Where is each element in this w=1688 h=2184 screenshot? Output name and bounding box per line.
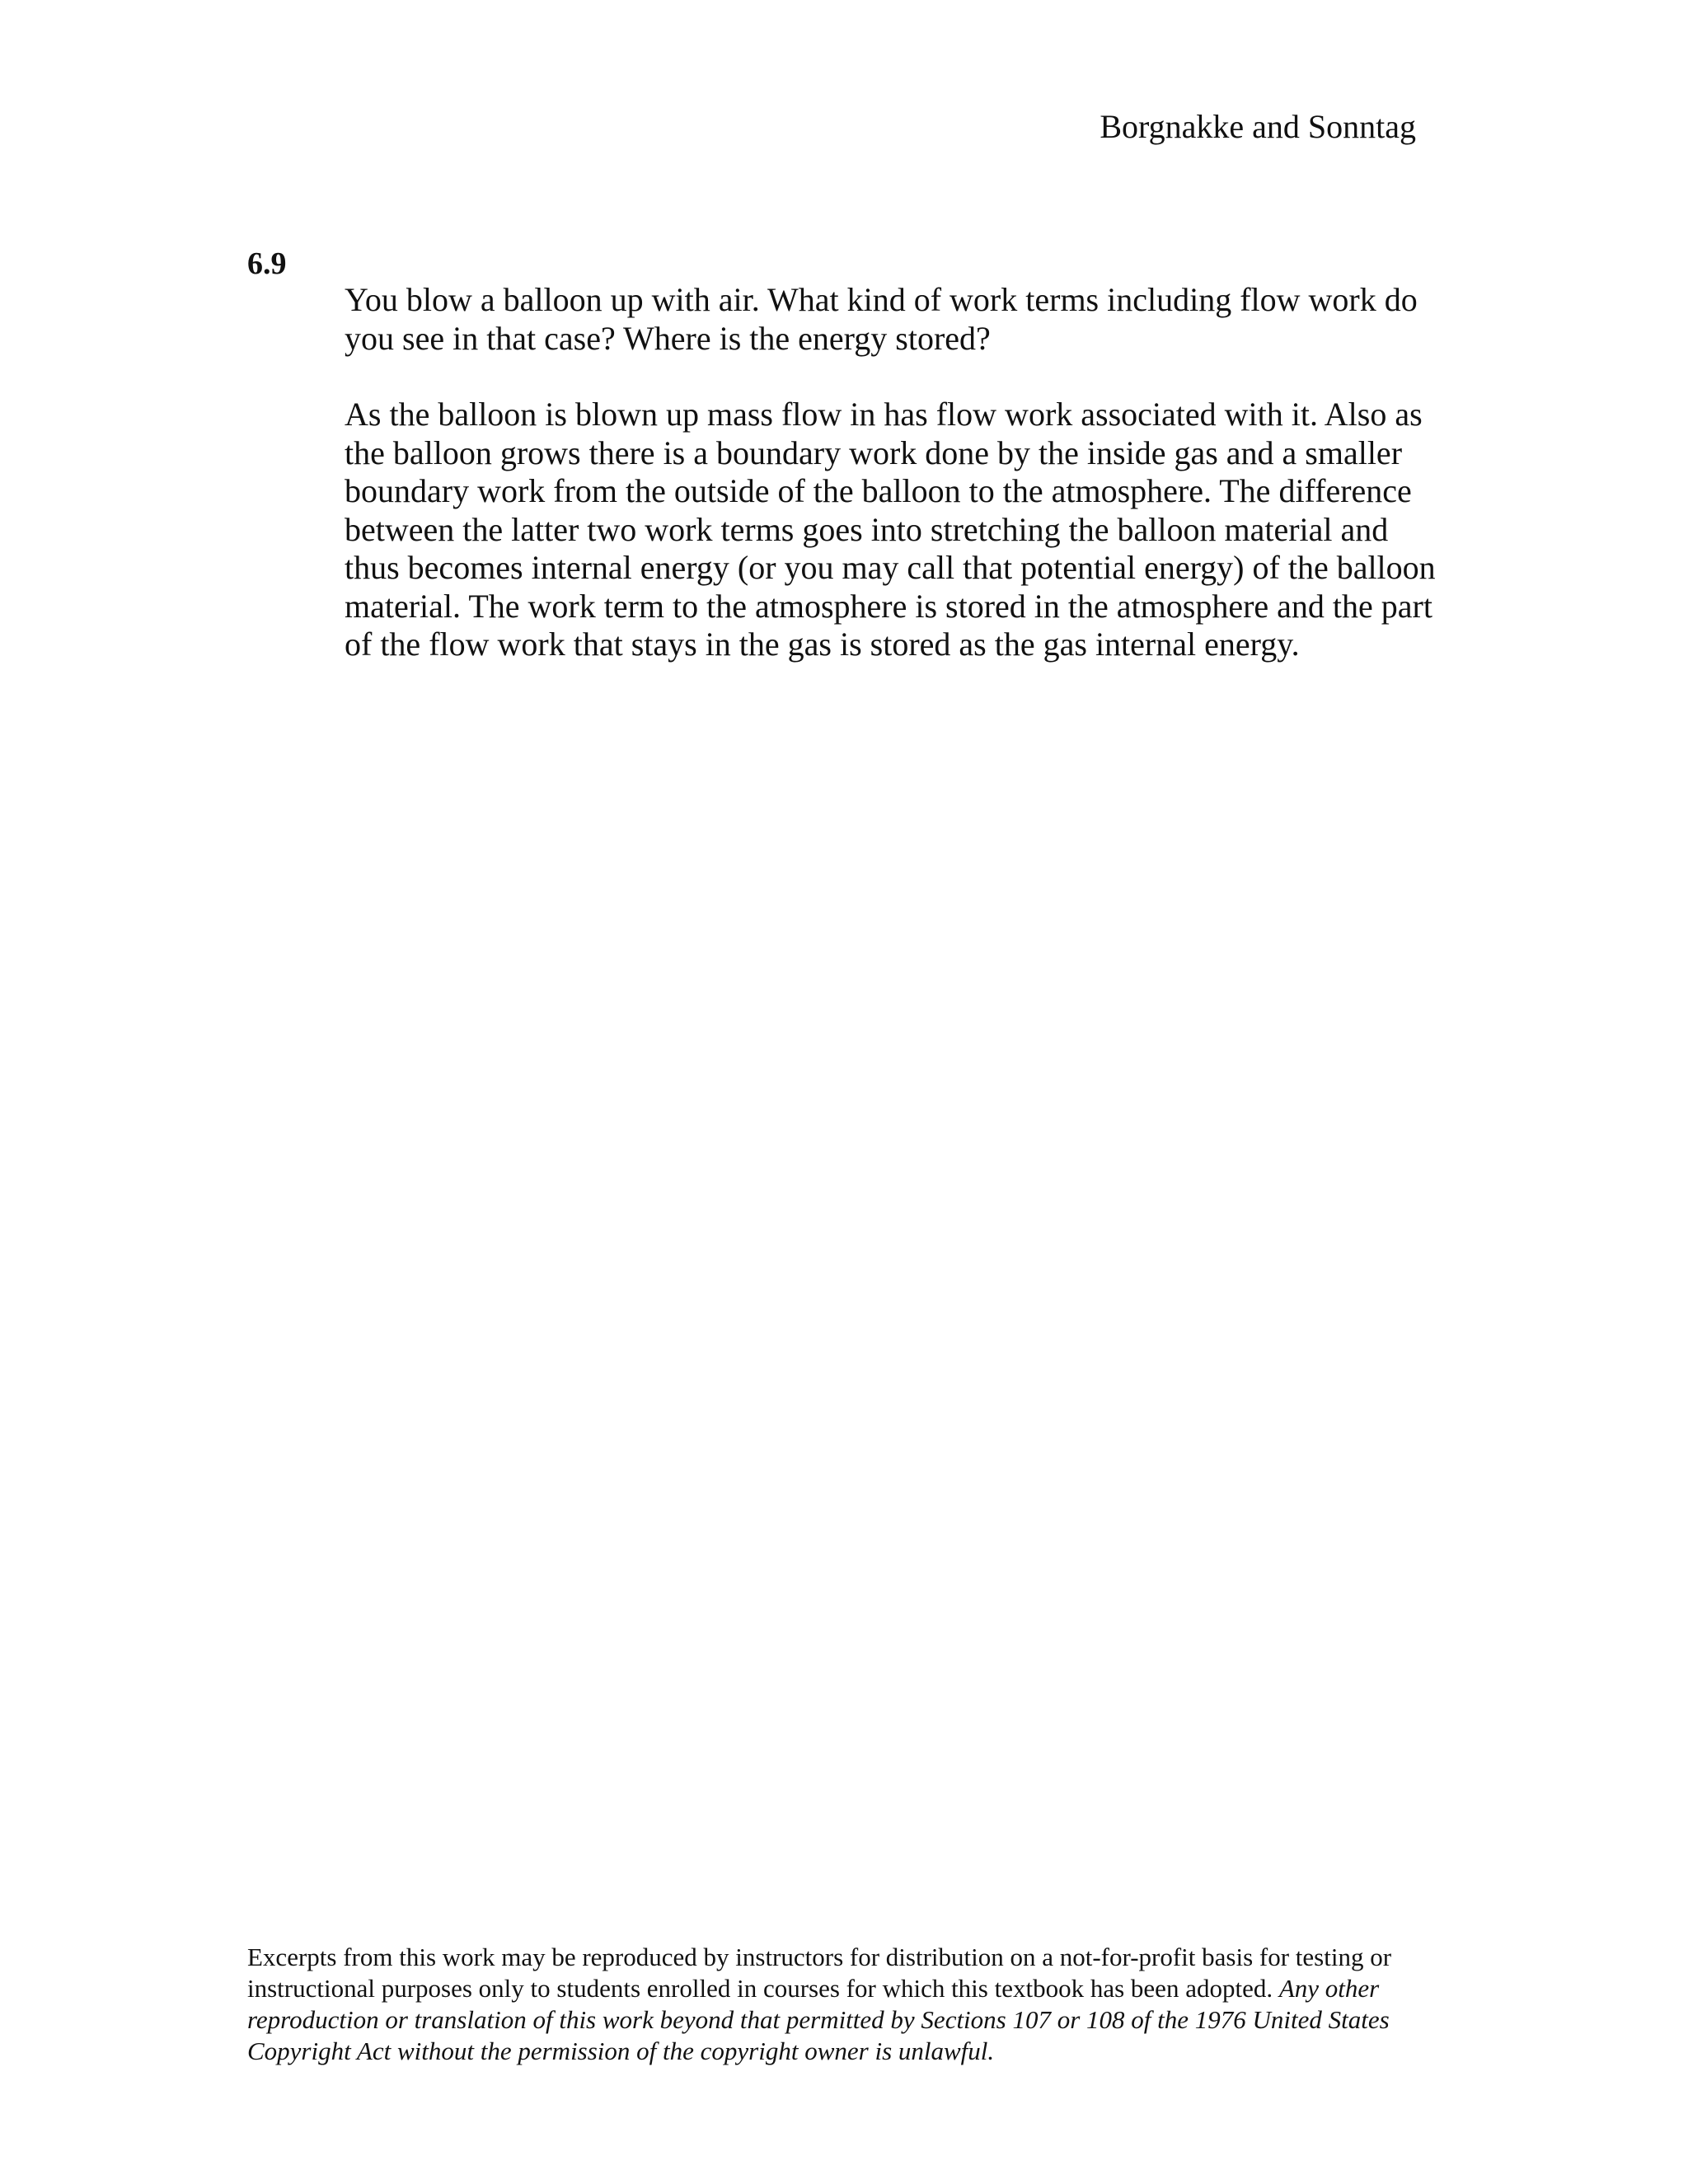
footer-notice: Excerpts from this work may be reproduced by instructors for distribution on a not-for-profit basis for testing or instructional purposes only to students enrolled in courses for which this textbook has been adopted. (247, 1943, 1392, 2003)
problem-question: You blow a balloon up with air. What kind of work terms including flow work do you see in that case? Where is the energy stored? (345, 281, 1418, 357)
problem-answer: As the balloon is blown up mass flow in has flow work associated with it. Also as the balloon grows there is a boundary work done by the inside gas and a smaller boundary work from the outside of the balloon to the atmosphere. The difference between the latter two work terms goes into stretching the balloon material and thus becomes internal energy (or you may call that potential energy) of the balloon material. The work term to the atmosphere is stored in the atmosphere and the part of the flow work that stays in the gas is stored as the gas internal energy. (345, 396, 1436, 663)
problem-number: 6.9 (247, 246, 287, 281)
footer-copyright: Any other reproduction or translation of this work beyond that permitted by Sections 107 or 108 of the 1976 United States Copyright Act without the permission of the copyright owner is unlawful. (247, 1974, 1390, 2065)
header-author: Borgnakke and Sonntag (1100, 108, 1416, 145)
copyright-footer (247, 1942, 1426, 2067)
problem-body (345, 281, 1441, 664)
